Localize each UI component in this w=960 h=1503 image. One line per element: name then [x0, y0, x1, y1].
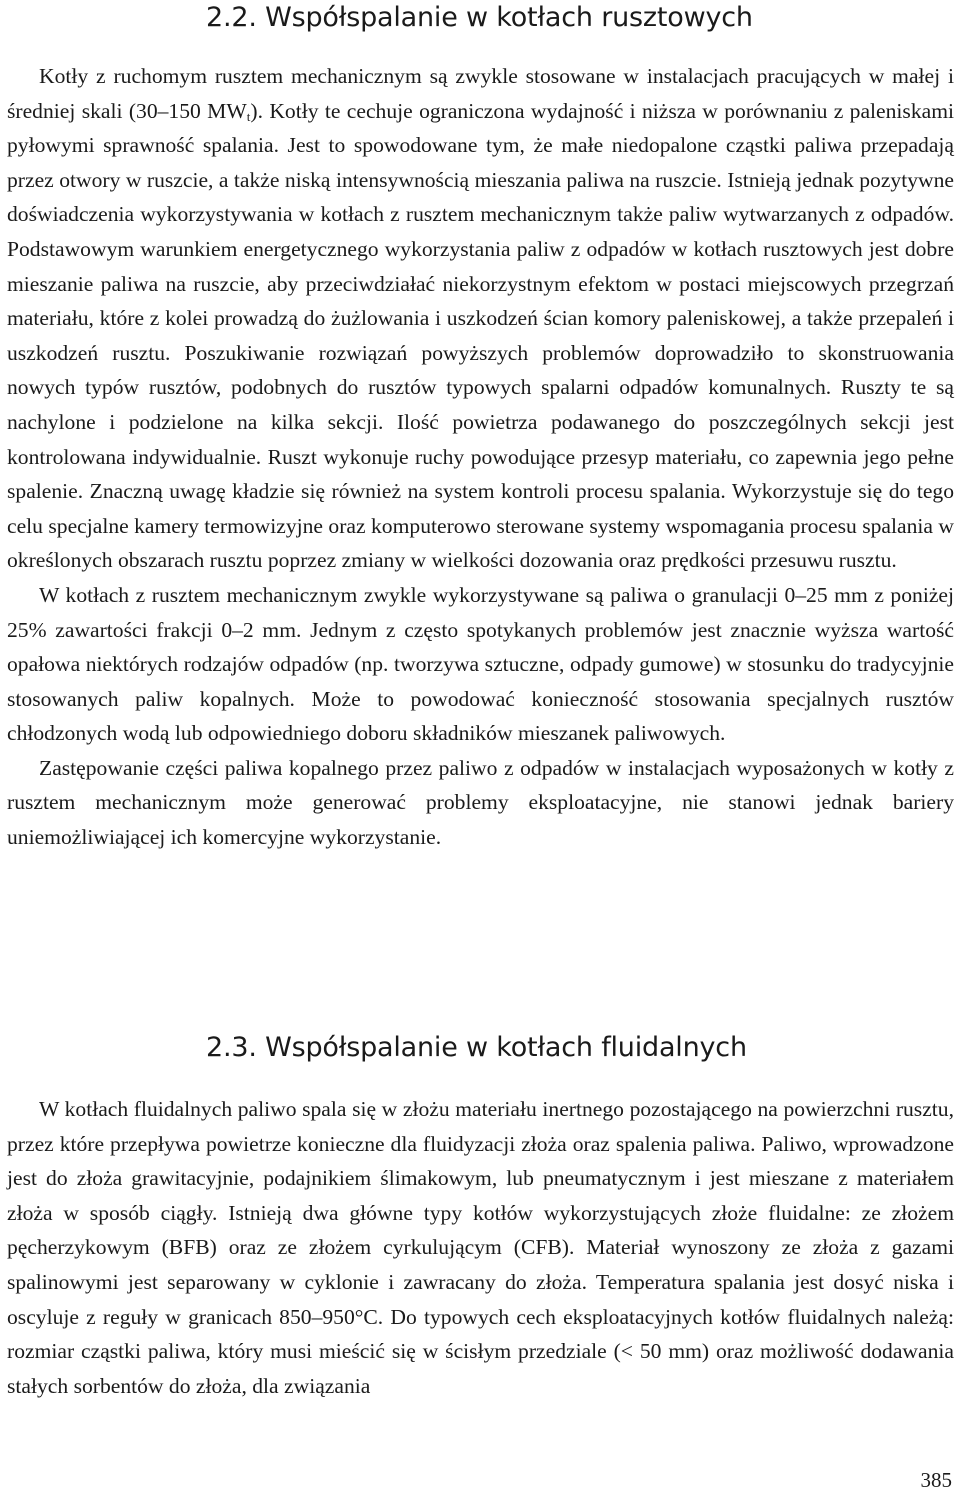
- section-body: [7, 59, 954, 855]
- section-heading: 2.2. Współspalanie w kotłach rusztowych: [206, 2, 753, 33]
- section-heading: 2.3. Współspalanie w kotłach fluidalnych: [206, 1032, 747, 1063]
- section-body: [7, 1092, 954, 1403]
- subscript: t: [246, 108, 251, 124]
- paragraph: W kotłach z rusztem mechanicznym zwykle wykorzystywane są paliwa o granulacji 0–25 mm z poniżej 25% zawartości frakcji 0–2 mm. Jednym z często spotykanych problemów jest znacznie wyższa wartość opałowa niektórych rodzajów odpadów (np. tworzywa sztuczne, odpady gumowe) w stosunku do tradycyjnie stosowanych paliw kopalnych. Może to powodować konieczność stosowania specjalnych rusztów chłodzonych wodą lub odpowiedniego doboru składników mieszanek paliwowych.: [7, 582, 954, 746]
- page-number: 385: [920, 1468, 952, 1492]
- paragraph: Kotły z ruchomym rusztem mechanicznym są zwykle stosowane w instalacjach pracujących w małej i średniej skali (30–150 $MW_t$). Kotły te cechuje ograniczona wydajność i niższa w porównaniu z paleniskami pyłowymi sprawność spalania. Jest to spowodowane tym, że małe niedopalone cząstki paliwa przepadają przez otwory w ruszcie, a także niską intensywnością mieszania paliwa na ruszcie. Istnieją jednak pozytywne doświadczenia wykorzystywania w kotłach z rusztem mechanicznym także paliw wytwarzanych z odpadów. Podstawowym warunkiem energetycznego wykorzystania paliw z odpadów w kotłach rusztowych jest dobre mieszanie paliwa na ruszcie, aby przeciwdziałać niekorzystnym efektom w postaci miejscowych przegrzań materiału, które z kolei prowadzą do żużlowania i uszkodzeń ścian komory paleniskowej, a także przepaleń i uszkodzeń rusztu. Poszukiwanie rozwiązań powyższych problemów doprowadziło to skonstruowania nowych typów rusztów, podobnych do rusztów typowych spalarni odpadów komunalnych. Ruszty te są nachylone i podzielone na kilka sekcji. Ilość powietrza podawanego do poszczególnych sekcji jest kontrolowana indywidualnie. Ruszt wykonuje ruchy powodujące przesyp materiału, co zapewnia jego pełne spalenie. Znaczną uwagę kładzie się również na system kontroli procesu spalania. Wykorzystuje się do tego celu specjalne kamery termowizyjne oraz komputerowo sterowane systemy wspomagania procesu spalania w określonych obszarach rusztu poprzez zmiany w wielkości dozowania oraz prędkości przesuwu rusztu.: [7, 64, 954, 573]
- paragraph: Zastępowanie części paliwa kopalnego przez paliwo z odpadów w instalacjach wyposażonych w kotły z rusztem mechanicznym może generować problemy eksploatacyjne, nie stanowi jednak bariery uniemożliwiającej ich komercyjne wykorzystanie.: [7, 755, 954, 850]
- paragraph: W kotłach fluidalnych paliwo spala się w złożu materiału inertnego pozostającego na powierzchni rusztu, przez które przepływa powietrze konieczne dla fluidyzacji złoża oraz spalenia paliwa. Paliwo, wprowadzone jest do złoża grawitacyjnie, podajnikiem ślimakowym, lub pneumatycznym i jest mieszane z materiałem złoża w sposób ciągły. Istnieją dwa główne typy kotłów wykorzystujących złoże fluidalne: ze złożem pęcherzykowym (BFB) oraz ze złożem cyrkulującym (CFB). Materiał wynoszony ze złoża z gazami spalinowymi jest separowany w cyklonie i zawracany do złoża. Temperatura spalania jest dosyć niska i oscyluje z reguły w granicach 850–950°C. Do typowych cech eksploatacyjnych kotłów fluidalnych należą: rozmiar cząstki paliwa, który musi mieścić się w ścisłym przedziale (< 50 mm) oraz możliwość dodawania stałych sorbentów do złoża, dla związania: [7, 1097, 954, 1398]
